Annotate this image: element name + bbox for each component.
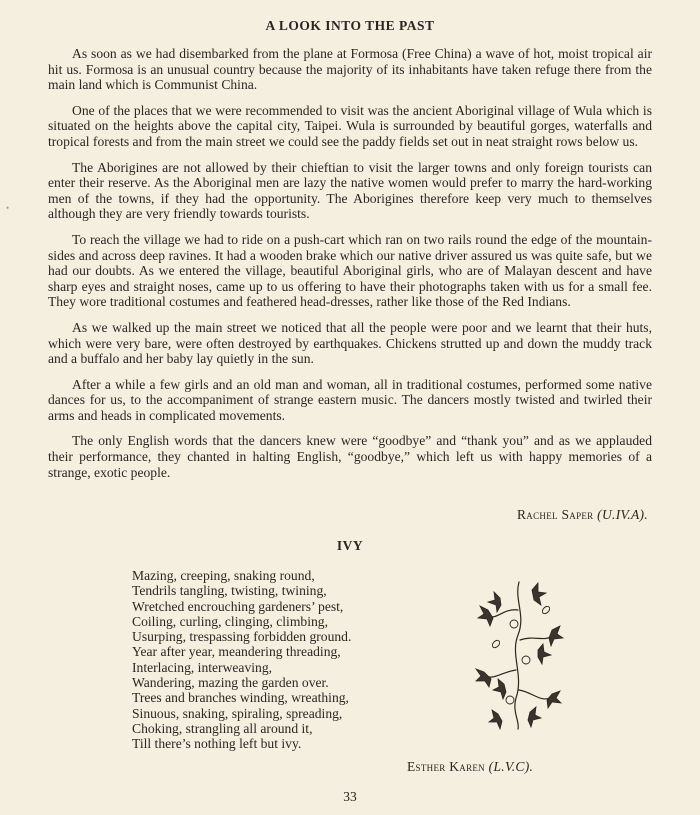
- poem-line: Interlacing, interweaving,: [132, 659, 273, 675]
- article-paragraph: After a while a few girls and an old man and woman, all in traditional costumes, performed some native dances for us, to the accompaniment of strange eastern music. The dancers mostly twisted and twirled their arms and heads in complicated movements.: [48, 376, 652, 423]
- poem-line: Wandering, mazing the garden over.: [132, 675, 329, 691]
- article-paragraph: The Aborigines are not allowed by their chieftian to visit the larger towns and only foreign tourists can enter their reserve. As the Aboriginal men are lazy the native women would prefer to marry the hard-working men of the towns, if they had the opportunity. The Aborigines therefore keep very much to themselves although they are very friendly towards tourists.: [48, 159, 652, 222]
- poem-body: [132, 568, 452, 752]
- poem-line: Usurping, trespassing forbidden ground.: [132, 629, 352, 645]
- article-title: A LOOK INTO THE PAST: [265, 18, 435, 33]
- poem-line: Wretched encrouching gardeners’ pest,: [132, 598, 344, 614]
- article-paragraph: To reach the village we had to ride on a push-cart which ran on two rails round the edge of the mountain-sides and across deep ravines. It had a wooden brake which our native driver assured us was quite safe, but we had our doubts. As we entered the village, beautiful Aboriginal girls, who are of Malayan descent and have sharp eyes and straight noses, came up to us offering to have their photographs taken with us for a small fee. They wore traditional costumes and feathered head-dresses, rather like those of the Red Indians.: [48, 231, 652, 310]
- article-paragraph: The only English words that the dancers knew were “goodbye” and “thank you” and as we applauded their performance, they chanted in halting English, “goodbye,” which left us with happy memories of a strange, exotic people.: [48, 433, 652, 480]
- poem-author-form: (L.V.C).: [488, 759, 534, 774]
- poem-line: Tendrils tangling, twisting, twining,: [132, 583, 327, 599]
- poem-line: Mazing, creeping, snaking round,: [132, 568, 315, 583]
- article-paragraph: As soon as we had disembarked from the plane at Formosa (Free China) a wave of hot, moist tropical air hit us. Formosa is an unusual country because the majority of its inhabitants have taken refuge there from the main land which is Communist China.: [48, 46, 652, 93]
- article-body: [48, 46, 652, 490]
- poem-byline: [407, 759, 533, 775]
- article-byline: [517, 507, 648, 523]
- article-paragraph: As we walked up the main street we noticed that all the people were poor and we learnt that their huts, which were very bare, were often destroyed by earthquakes. Chickens strutted up and down the muddy track and a buffalo and her baby lay quietly in the sun.: [48, 319, 652, 367]
- poem-line: Year after year, meandering threading,: [132, 644, 341, 660]
- poem-line: Sinuous, snaking, spiraling, spreading,: [132, 705, 343, 721]
- poem-line: Till there’s nothing left but ivy.: [132, 736, 302, 752]
- article-author: Rachel Saper: [516, 507, 594, 522]
- poem-line: Choking, strangling all around it,: [132, 720, 313, 736]
- article-paragraph: One of the places that we were recommended to visit was the ancient Aboriginal village of Wula which is situated on the heights above the capital city, Taipei. Wula is surrounded by beautiful gorges, waterfalls and tropical forests and from the main street we could see the paddy fields set out in neat straight rows below us.: [48, 102, 652, 149]
- article-author-form: (U.IV.A).: [597, 507, 648, 522]
- ivy-illustration: [474, 580, 564, 730]
- poem-line: Coiling, curling, clinging, climbing,: [132, 613, 328, 629]
- margin-mark: •: [6, 203, 10, 213]
- poem-author: Esther Karen: [407, 759, 485, 774]
- page-number: 33: [343, 789, 357, 804]
- poem-line: Trees and branches winding, wreathing,: [132, 690, 349, 706]
- poem-title: IVY: [336, 538, 364, 553]
